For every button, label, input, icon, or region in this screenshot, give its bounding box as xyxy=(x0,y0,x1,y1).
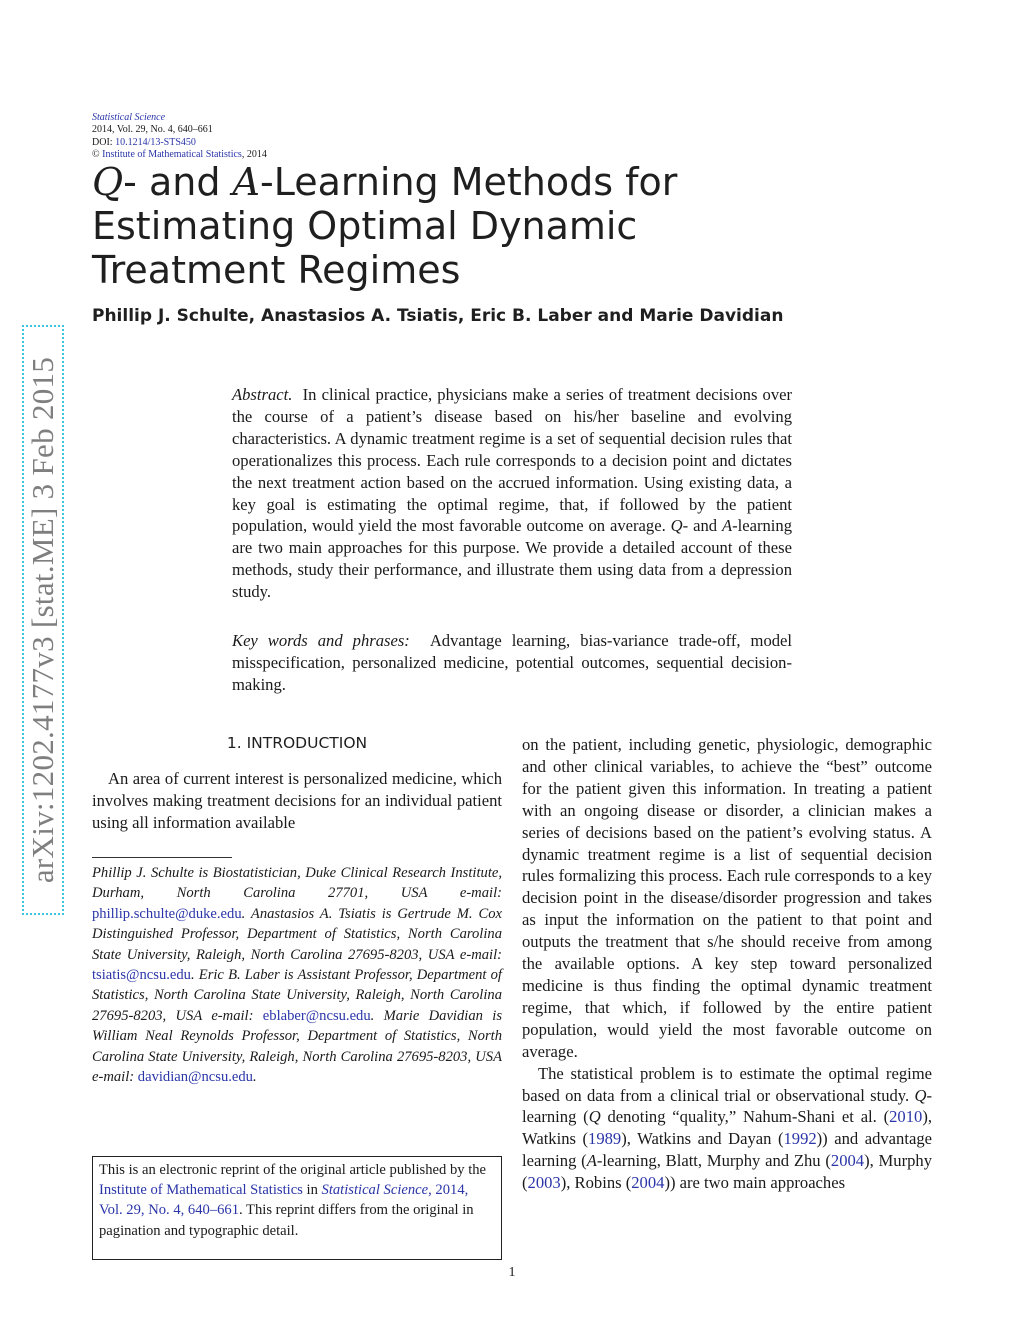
title-a: A xyxy=(232,160,260,204)
reprint-text: This is an electronic reprint of the original article published by the xyxy=(99,1162,487,1178)
author-list: Phillip J. Schulte, Anastasios A. Tsiatis, Eric B. Laber and Marie Davidian xyxy=(92,306,784,326)
para-text: ), Murphy ( xyxy=(522,1151,933,1193)
volume-link[interactable]: , 2014, Vol. 29, No. 4, 640–661 xyxy=(99,1182,469,1219)
email-link[interactable]: phillip.schulte@duke.edu xyxy=(92,905,242,922)
journal-link[interactable]: Statistical Science xyxy=(321,1182,429,1199)
para-text: ), Watkins ( xyxy=(522,1107,932,1149)
citation-link[interactable]: 2004 xyxy=(830,1151,865,1171)
author-footnote xyxy=(92,863,502,1087)
doi-label: DOI: xyxy=(92,136,113,148)
title-line-3: Treatment Regimes xyxy=(92,248,461,292)
journal-volume: 2014, Vol. 29, No. 4, 640–661 xyxy=(92,124,213,136)
email-link[interactable]: eblaber@ncsu.edu xyxy=(262,1007,371,1024)
intro-paragraph-right-2 xyxy=(522,1063,932,1194)
paper-title xyxy=(92,160,792,292)
email-link[interactable]: tsiatis@ncsu.edu xyxy=(92,967,191,984)
para-text: ), Robins ( xyxy=(560,1173,632,1193)
reprint-notice-box xyxy=(92,1156,502,1260)
para-q: Q xyxy=(914,1085,927,1105)
footnote-rule xyxy=(92,857,232,858)
citation-link[interactable]: 1992 xyxy=(783,1129,817,1149)
keywords-text: Advantage learning, bias-variance trade-off, model misspecification, personalized medicine, potential outcomes, sequential decision-making. xyxy=(232,631,793,694)
abstract-q: Q xyxy=(670,516,683,536)
para-text: )) are two main approaches xyxy=(664,1173,846,1193)
keywords xyxy=(232,630,792,696)
journal-header xyxy=(92,112,267,161)
abstract xyxy=(232,384,792,603)
keywords-label: Key words and phrases: xyxy=(232,631,410,650)
para-text: )) and advantage learning ( xyxy=(522,1129,932,1171)
reprint-text: . This reprint differs from the original in pagination and typographic detail. xyxy=(99,1202,474,1239)
email-link[interactable]: davidian@ncsu.edu xyxy=(137,1069,253,1086)
intro-column-right xyxy=(522,734,932,1194)
citation-link[interactable]: 2003 xyxy=(527,1173,561,1193)
abstract-a: A xyxy=(721,516,733,536)
title-q: Q xyxy=(92,160,124,204)
abstract-text-2: - and xyxy=(682,516,722,536)
intro-paragraph-left: An area of current interest is personalized medicine, which involves making treatment decisions for an individual patient using all information available xyxy=(92,769,502,832)
title-line-2: Estimating Optimal Dynamic xyxy=(92,204,638,248)
footnote-text: . Anastasios A. Tsiatis is Gertrude M. Cox Distinguished Professor, Department of Statistics, North Carolina State University, Raleigh, North Carolina 27695-8203, USA e-mail: xyxy=(92,905,502,963)
title-line-1 xyxy=(92,160,792,204)
para-q: Q xyxy=(588,1107,601,1127)
doi-link[interactable]: 10.1214/13-STS450 xyxy=(115,136,196,148)
para-text: denoting “quality,” Nahum-Shani et al. ( xyxy=(600,1107,890,1127)
publisher-link[interactable]: Institute of Mathematical Statistics xyxy=(99,1182,303,1199)
para-text: ), Watkins and Dayan ( xyxy=(621,1129,784,1149)
footnote-text: . xyxy=(252,1069,257,1086)
publisher-link[interactable]: Institute of Mathematical Statistics xyxy=(102,148,242,160)
citation-link[interactable]: 2010 xyxy=(889,1107,923,1127)
footnote-text: . Eric B. Laber is Assistant Professor, Department of Statistics, North Carolina State University, Raleigh, North Carolina 27695-8203, USA e-mail: xyxy=(92,967,502,1024)
para-text: -learning ( xyxy=(522,1085,932,1127)
title-part1: - and xyxy=(123,160,233,204)
footnote-text: Phillip J. Schulte is Biostatistician, Duke Clinical Research Institute, Durham, North Carolina 27701, USA e-mail: xyxy=(92,865,502,902)
para-a: A xyxy=(586,1151,597,1171)
citation-link[interactable]: 1989 xyxy=(588,1129,622,1149)
para-text: -learning, Blatt, Murphy and Zhu ( xyxy=(596,1151,831,1171)
journal-name-link[interactable]: Statistical Science xyxy=(92,112,166,123)
abstract-text-3: -learning are two main approaches for this purpose. We provide a detailed account of these methods, study their performance, and illustrate them using data from a depression study. xyxy=(232,516,792,602)
page-number: 1 xyxy=(508,1265,516,1280)
reprint-text: in xyxy=(302,1182,322,1199)
section-heading: 1. INTRODUCTION xyxy=(226,734,368,752)
arxiv-identifier: arXiv:1202.4177v3 [stat.ME] 3 Feb 2015 xyxy=(25,356,60,884)
copyright-year: , 2014 xyxy=(241,148,267,160)
intro-paragraph-right-1: on the patient, including genetic, physiologic, demographic and other clinical variables, to achieve the “best” outcome for the patient given this information. In treating a patient with an ongoing disease or disorder, a clinician makes a series of decisions based on the patient’s evolving status. A dynamic treatment regime is a list of sequential decision rules formalizing this process. Each rule corresponds to a key decision point in the disease/disorder progression and takes as input the information on the patient to that point and outputs the treatment that s/he should receive from among the available options. A key step toward personalized medicine is thus finding the optimal dynamic treatment regime, that which, if followed by the entire patient population, would yield the most favorable outcome on average. xyxy=(522,735,932,1061)
title-part2: -Learning Methods for xyxy=(259,160,678,204)
abstract-text-1: In clinical practice, physicians make a series of treatment decisions over the course of a patient’s disease based on his/her baseline and evolving characteristics. A dynamic treatment regime is a set of sequential decision rules that operationalizes this process. Each rule corresponds to a decision point and dictates the next treatment action based on the accrued information. Using existing data, a key goal is estimating the optimal regime, that, if followed by the patient population, would yield the most favorable outcome on average. xyxy=(232,385,793,536)
doi-line xyxy=(92,137,267,149)
citation-link[interactable]: 2004 xyxy=(631,1173,665,1193)
para-text: The statistical problem is to estimate the optimal regime based on data from a clinical trial or observational study. xyxy=(522,1063,932,1105)
copyright-icon: © xyxy=(92,148,100,160)
arxiv-stamp xyxy=(22,325,64,915)
footnote-text: . Marie Davidian is William Neal Reynolds Professor, Department of Statistics, North Carolina State University, Raleigh, North Carolina 27695-8203, USA e-mail: xyxy=(92,1007,502,1086)
abstract-label: Abstract. xyxy=(232,385,293,404)
